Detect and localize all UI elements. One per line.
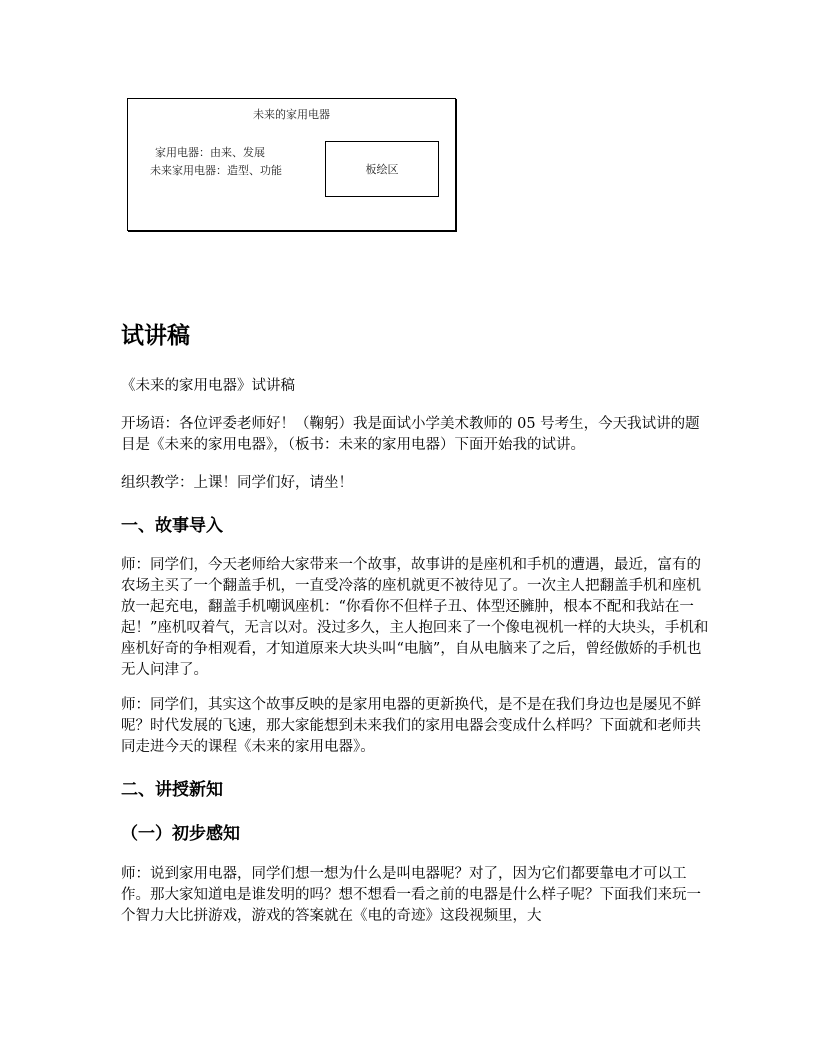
section-1-paragraph-1: 师：同学们，今天老师给大家带来一个故事，故事讲的是座机和手机的遭遇，最近，富有的农场主买了一个翻盖手机，一直受冷落的座机就更不被待见了。一次主人把翻盖手机和座机放一起充电，翻盖手机嘲讽座机：“你看你不但样子丑、体型还臃肿，根本不配和我站在一起！”座机叹着气，无言以对。没过多久，主人抱回来了一个像电视机一样的大块头，手机和座机好奇的争相观看，才知道原来大块头叫“电脑”，自从电脑来了之后，曾经傲娇的手机也无人问津了。 <box>121 557 709 678</box>
board-title: 未来的家用电器 <box>253 108 330 121</box>
organize-teaching-paragraph: 组织教学：上课！同学们好，请坐！ <box>121 475 353 491</box>
section-2-sub-1-paragraph: 师：说到家用电器，同学们想一想为什么是叫电器呢？对了，因为它们都要靠电才可以工作。那大家知道电是谁发明的吗？想不想看一看之前的电器是什么样子呢？下面我们来玩一个智力大比拼游戏，游戏的答案就在《电的奇迹》这段视频里，大 <box>121 866 701 924</box>
board-note-line-2: 未来家用电器：造型、功能 <box>150 164 282 177</box>
document-body <box>121 318 711 927</box>
opening-paragraph: 开场语：各位评委老师好！（鞠躬）我是面试小学美术教师的 05 号考生，今天我试讲的题目是《未来的家用电器》，（板书：未来的家用电器）下面开始我的试讲。 <box>121 416 700 453</box>
document-subtitle: 《未来的家用电器》试讲稿 <box>121 378 295 394</box>
section-1-heading: 一、故事导入 <box>121 516 223 536</box>
board-notes <box>150 144 282 180</box>
document-title: 试讲稿 <box>121 322 190 349</box>
board-note-line-1: 家用电器：由来、发展 <box>155 146 265 159</box>
section-2-subheading-1: （一）初步感知 <box>121 824 240 844</box>
section-2-heading: 二、讲授新知 <box>121 780 223 800</box>
blackboard-layout-diagram <box>127 98 456 231</box>
board-drawing-area: 板绘区 <box>325 141 439 197</box>
section-1-paragraph-2: 师：同学们，其实这个故事反映的是家用电器的更新换代，是不是在我们身边也是屡见不鲜呢？时代发展的飞速，那大家能想到未来我们的家用电器会变成什么样吗？下面就和老师共同走进今天的课程《未来的家用电器》。 <box>121 697 701 755</box>
